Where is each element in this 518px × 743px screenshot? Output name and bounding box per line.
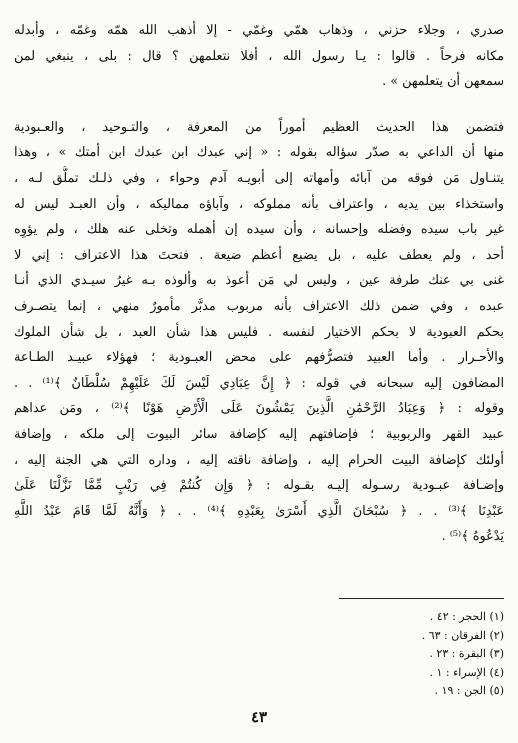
footnote: (٢) الفرقان : ٦٣ . [421,628,504,642]
text-line: عبده ، وفي ضمن ذلك الاعتراف بأنه مربوب مدبَّر مأمورٌ منهي ، إنما يتصـرف [14,298,504,314]
text-line: أحد ، ولم يعطف عليه ، بل يضيع أعظم ضيعة . فتحتَ هذا الاعتراف : إني لا [14,247,504,263]
text-line: يَدْعُوهُ ﴾⁽⁵⁾ . [441,529,504,545]
text-line: مكانه فرحاً . قالوا : يـا رسول الله ، أفلا نتعلمهن ؟ قال : بلى ، ينبغي لمن [14,48,504,64]
text-line: يتنـاول مَن فوقه من آبائه وأمهاته إلى أبويـه آدم وحواء ، وفي ذلـك تملُّق لـه ، [14,170,504,186]
paragraph-gap [14,95,504,115]
text-line: سمعهن أن يتعلمهن » . [382,74,504,90]
text-line: بحكم العبودية لا بحكم الاختيار لنفسه . فليس هذا شأن العبد ، بل شأن الملوك [14,324,504,340]
text-line: المضافون إليه سبحانه في قوله : ﴿ إِنَّ عِبَادِي لَيْسَ لَكَ عَلَيْهِمْ سُلْطَانٌ ﴾⁽¹⁾ . . [14,375,504,391]
text-line: غير باب سيده وفضله وإحسانه ، وأن سيده إن أهمله وتخلى عنه هلك ، ولم يؤوِه [14,222,504,238]
footnote: (٤) الإسراء : ١ . [429,665,504,679]
text-line: وإضـافة عبـودية رسـوله إليـه بقـوله : ﴿ وَإِن كُنتُمْ فِي رَيْبٍ مِّمَّا نَزَّلْنَا عَلَىٰ [14,478,504,494]
text-line: غنى بي عنك طرفة عين ، وليس لي مَن أعوذ به وألوذه بـه غيرُ سيـدي الذي أنـا [14,273,504,289]
footnotes [304,608,504,701]
footnote: (٥) الجن : ١٩ . [434,684,504,698]
text-line: صدري ، وجلاء حزني ، وذهاب همّي وغمّي - إلا أذهب الله همّه وغمّه ، وأبدله [14,23,504,38]
text-line: منها أن الداعي به صدّر سؤاله بقوله : « إني عبدك ابن عبدك ابن أمتك » ، وهذا [14,145,504,161]
footnote: (١) الحجر : ٤٢ . [429,610,504,623]
text-line: وقوله : ﴿ وَعِبَادُ الرَّحْمَٰنِ الَّذِينَ يَمْشُونَ عَلَى الْأَرْضِ هَوْنًا ﴾⁽²⁾ ، ومَن عداهم [14,401,504,417]
text-line: والأحـرار . وأما العبيد فتصرُّفهم على محض العبـودية ؛ فهؤلاء عبيـد الطـاعة [14,350,504,366]
text-line: فتضمن هذا الحديث العظيم أموراً من المعرفة ، والتـوحيد ، والعـبودية [14,119,504,135]
text-line: واستخذاء بين يديه ، واعتراف بأنه مملوكه ، وآباؤه مماليكه ، وأن العبـد ليس له [14,196,504,212]
footnote: (٣) البقرة : ٢٣ . [429,647,504,661]
text-line: أولئك كإضافة البيت الحرام إليه ، وإضافة ناقته إليه ، وداره التي هي الجنة إليه ، [14,452,504,468]
body-text [14,18,504,550]
paragraph [14,115,504,550]
page-number: ٤٣ [250,708,268,726]
text-line: عبيد القهر والربوبية ؛ فإضافتهم إليه كإضافة سائر البيوت إلى ملكه ، وإضافة [14,426,504,442]
text-line: عَبْدِنَا ﴾⁽³⁾ . . ﴿ سُبْحَانَ الَّذِي أَسْرَىٰ بِعَبْدِهِ ﴾⁽⁴⁾ . . ﴿ وَأَنَّهُ لَمَّا قَامَ عَبْدُ اللَّهِ [14,503,504,519]
footnote-divider [339,598,504,599]
paragraph [14,18,504,95]
